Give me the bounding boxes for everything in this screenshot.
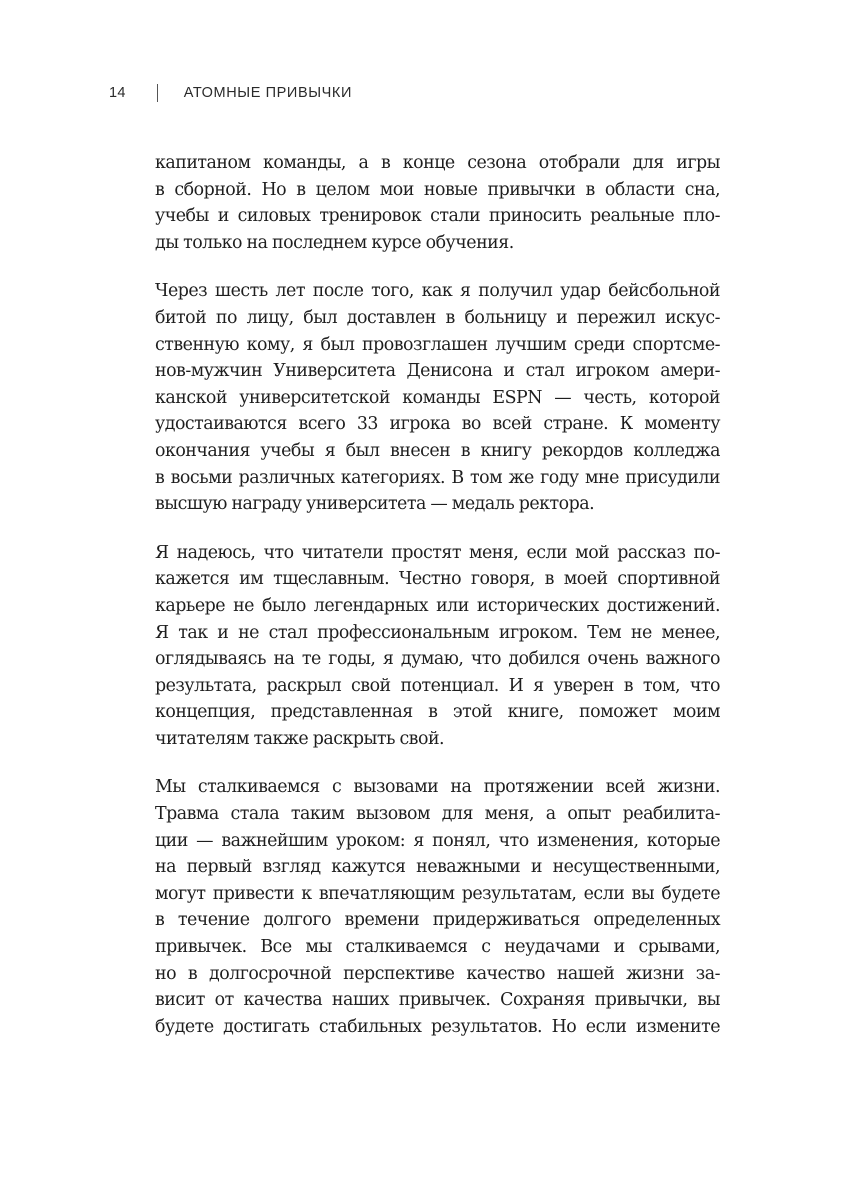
text-line: читателям также раскрыть свой. [155,728,445,749]
text-line: Травма стала таким вызовом для меня, а опыт реабилита- [155,804,720,825]
paragraph-3 [155,540,720,753]
text-line: ции — важнейшим уроком: я понял, что изменения, которые [155,830,720,851]
text-line: висит от качества наших привычек. Сохраняя привычки, вы [155,990,720,1011]
text-line: Через шесть лет после того, как я получил удар бейсбольной [155,281,720,302]
text-line: карьере не было легендарных или исторических достижений. [155,595,720,616]
text-line: Мы сталкиваемся с вызовами на протяжении всей жизни. [155,777,720,798]
text-line: окончания учебы я был внесен в книгу рекордов колледжа [155,440,720,461]
text-line: капитаном команды, а в конце сезона отобрали для игры [155,153,720,173]
text-line: ственную кому, я был провозглашен лучшим среди спортсме- [155,334,720,355]
text-line: учебы и силовых тренировок стали приносить реальные пло- [155,206,720,227]
page-number: 14 [109,85,126,101]
text-line: битой по лицу, был доставлен в больницу и пережил искус- [155,307,720,328]
text-line: привычек. Все мы сталкиваемся с неудачами и срывами, [155,937,720,958]
text-line: высшую награду университета — медаль ректора. [155,494,595,515]
body-text [155,150,720,1062]
text-line: в восьми различных категориях. В том же году мне присудили [155,467,720,488]
text-line: но в долгосрочной перспективе качество нашей жизни за- [155,963,720,984]
running-head [109,83,352,103]
text-line: оглядываясь на те годы, я думаю, что добился очень важного [155,649,720,670]
paragraph-2 [155,278,720,517]
text-line: ды только на последнем курсе обучения. [155,232,514,253]
text-line: удостаиваются всего 33 игрока во всей стране. К моменту [155,414,720,435]
text-line: будете достигать стабильных результатов. Но если измените [155,1016,720,1037]
text-line: канской университетской команды ESPN — честь, которой [155,387,720,408]
paragraph-1 [155,150,720,256]
text-line: концепция, представленная в этой книге, поможет моим [155,702,720,723]
text-line: в течение долгого времени придерживаться определенных [155,910,720,931]
text-line: Я надеюсь, что читатели простят меня, если мой рассказ по- [155,542,720,563]
header-divider [157,84,158,102]
text-line: кажется им тщеславным. Честно говоря, в моей спортивной [155,569,720,590]
text-line: результата, раскрыл свой потенциал. И я уверен в том, что [155,675,720,696]
paragraph-4 [155,774,720,1040]
text-line: нов-мужчин Университета Денисона и стал игроком амери- [155,361,720,382]
text-line: на первый взгляд кажутся неважными и несущественными, [155,857,720,878]
text-line: могут привести к впечатляющим результатам, если вы будете [155,883,720,904]
text-line: в сборной. Но в целом мои новые привычки в области сна, [155,179,720,200]
text-line: Я так и не стал профессиональным игроком. Тем не менее, [155,622,720,643]
book-title: АТОМНЫЕ ПРИВЫЧКИ [183,85,352,101]
